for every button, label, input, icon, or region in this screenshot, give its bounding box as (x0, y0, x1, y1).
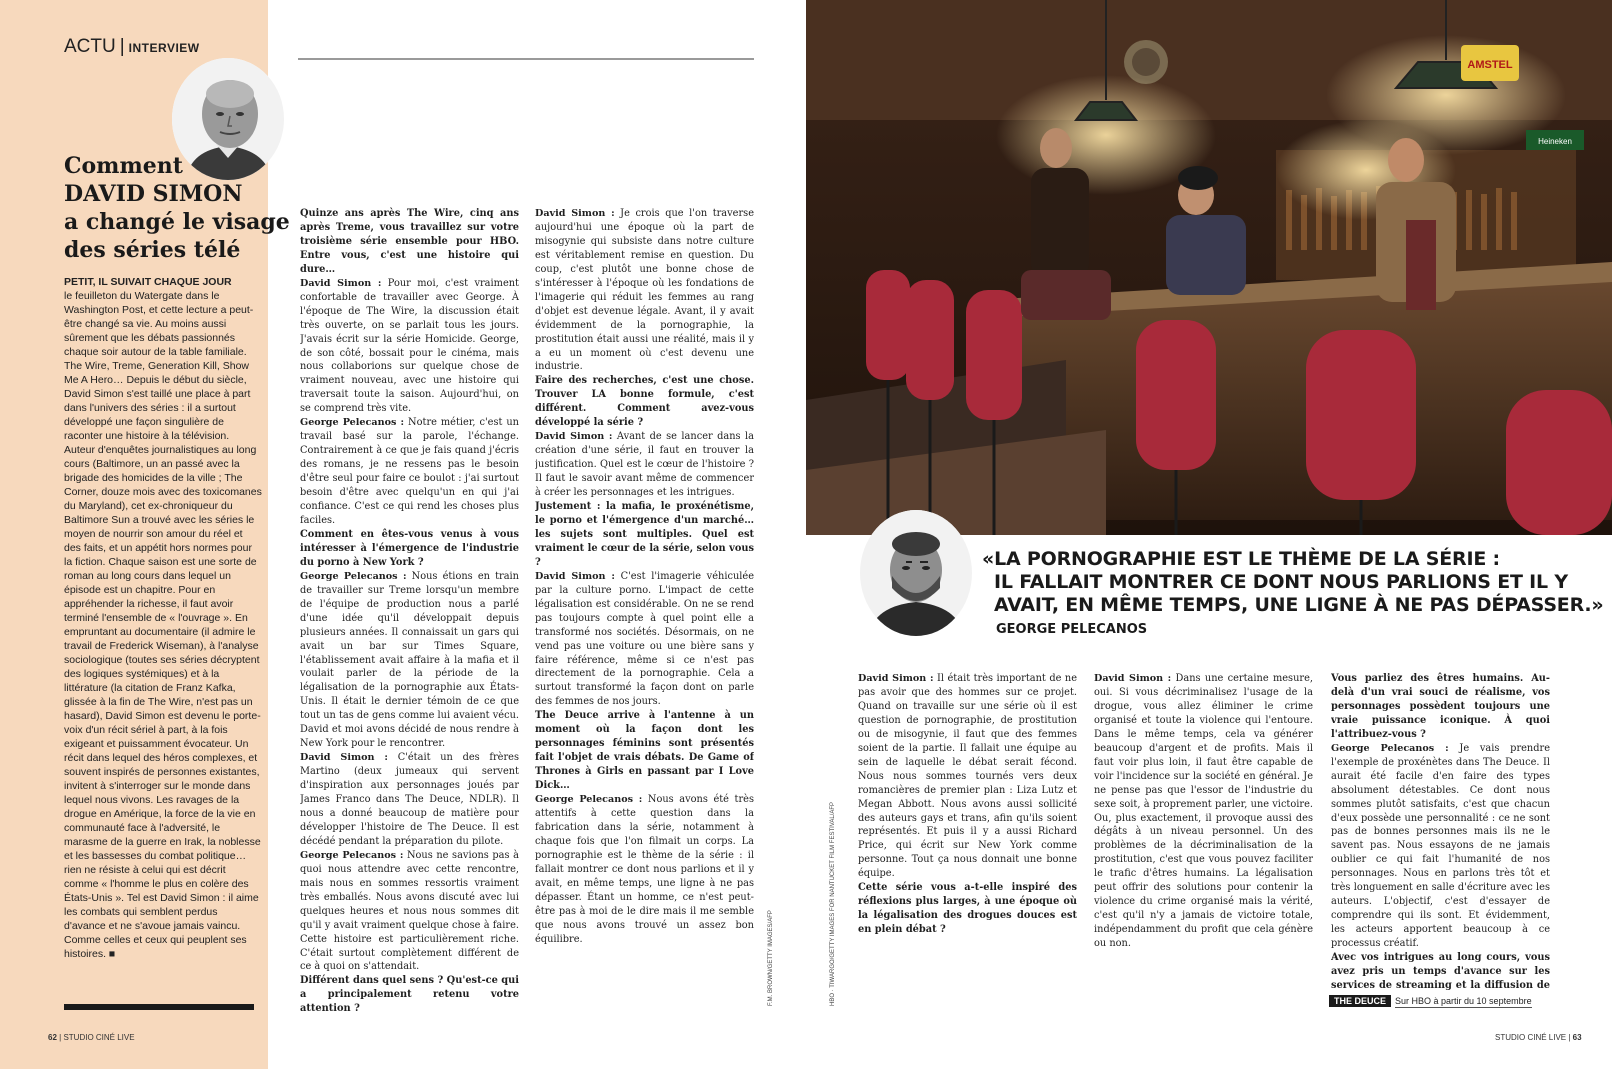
speaker-name: David Simon : (858, 673, 934, 684)
speaker-name: George Pelecanos : (1331, 742, 1449, 754)
interview-answer (300, 570, 519, 751)
amstel-sign: AMSTEL (1467, 59, 1513, 71)
answer-text: Je crois que l'on traverse aujourd'hui une époque où la part de misogynie qui subsiste dans notre culture est véritablement remise en question. Du coup, c'est plutôt une bonne chose de s'intéresser à l'époque où les fondations de l'imagerie qui réduit les femmes au rang d'objet est devenue légale. Avant, il y avait évidemment de la pornographie, la prostitution était aussi une réalité, mais il y a eu un moment où c'est devenu une industrie. (535, 208, 754, 373)
interview-question: Avec vos intrigues au long cours, vous avez pris un temps d'avance sur les services de streaming et la diffusion de (1331, 952, 1550, 991)
top-rule (298, 58, 754, 60)
answer-text: Avant de se lancer dans la création d'une série, il faut en trouver la justification. Quel est le cœur de l'histoire ? Il faut le savoir avant même de commencer à créer les personnages et les intrigues. (535, 431, 754, 499)
speaker-name: David Simon : (1094, 673, 1172, 684)
speaker-name: David Simon : (300, 277, 382, 289)
george-pelecanos-portrait-image (860, 510, 972, 636)
interview-column-4 (1094, 672, 1313, 1014)
series-badge: THE DEUCE (1329, 995, 1391, 1007)
answer-text: Je vais prendre l'exemple de proxénètes dans The Deuce. Il aurait été facile d'en faire des types absolument détestables. Ce dont nous sommes plutôt satisfaits, c'est que chacun d'eux possède une personnalité : ce ne sont pas de bonnes personnes mais ils ne le savent pas. Nous essayons de ne jamais oublier ce qui fait l'humanité de nos personnages. Nous en parlons très tôt et très longuement en salle d'écriture avec les auteurs. L'objectif, c'est d'essayer de comprendre qui ils sont. Et évidemment, les acteurs apportent beaucoup à ce processus créatif. (1331, 742, 1550, 950)
answer-text: C'est l'imagerie véhiculée par la culture porno. L'impact de cette légalisation est considérable. On ne se rend pas toujours compte à quel point elle a transformé nos sociétés. Désormais, on ne vend pas une voiture ou une bière sans y faire référence, même si ce n'est pas directement de la pornographie. Cela a surtout transformé la façon dont on parle des femmes de nos jours. (535, 570, 754, 708)
interview-answer (1331, 742, 1550, 951)
interview-column-2 (535, 207, 754, 1015)
interview-question: Cette série vous a-t-elle inspiré des réflexions plus larges, à une époque où la légalisation des drogues douces est en plein débat ? (858, 882, 1077, 936)
interview-answer (300, 416, 519, 528)
headline-line-2: DAVID SIMON (64, 181, 243, 207)
answer-text: Dans une certaine mesure, oui. Si vous décriminalisez l'usage de la drogue, vous allez éliminer le crime organisé et toute la violence qui l'entoure. Dans le même temps, cela va générer beaucoup d'argent et de profits. Mais il faut voir plus loin, il faut être capable de voir l'incidence sur la société en général. Je ne pense pas que l'essor de l'industrie du sexe soit, à proprement parler, une victoire. Ou, plus exactement, il provoque aussi des dégâts à un niveau personnel. Un des problèmes de la décriminalisation de la prostitution, c'est que vous pouvez faciliter le trafic d'êtres humains. La légalisation peut offrir des solutions pour contenir la violence du crime organisé mais la vérité, c'est qu'il n'y a jamais de victoire totale, indépendamment du profit que cela génère ou non. (1094, 673, 1313, 950)
interview-question: Faire des recherches, c'est une chose. Trouver LA bonne formule, c'est différent. Comment avez-vous développé la série ? (535, 375, 754, 429)
section-label: ACTU (64, 36, 116, 57)
speaker-name: David Simon : (535, 431, 613, 443)
intro-lead: PETIT, IL SUIVAIT CHAQUE JOUR (64, 276, 232, 288)
interview-answer (300, 849, 519, 975)
headline-line-1: Comment (64, 153, 183, 179)
interview-question: Vous parliez des êtres humains. Au-delà d'un vrai souci de réalisme, vos personnages possèdent toujours une vraie puissance iconique. À quoi l'attribuez-vous ? (1331, 673, 1550, 740)
magazine-name-right: STUDIO CINÉ LIVE (1495, 1033, 1567, 1042)
intro-text: le feuilleton du Watergate dans le Washington Post, et cette lecture a peut-être changé sa vie. Au moins aussi sûrement que les débats passionnés chaque soir autour de la table familiale. The Wire, Treme, Generation Kill, Show Me A Hero… Depuis le début du siècle, David Simon s'est taillé une place à part dans l'univers des séries : il a surtout développé une façon singulière de raconter une histoire à la télévision. Auteur d'enquêtes journalistiques au long cours (Baltimore, un an passé avec la brigade des homicides de la ville ; The Corner, douze mois avec des toxicomanes du Maryland), cet ex-chroniqueur du Baltimore Sun a trouvé avec les séries le moyen de nourrir son amour du réel et des faits, et un appétit hors normes pour la fiction. Chaque saison est une sorte de roman au long cours dans lequel un épisode est un chapitre. Pour en appréhender la richesse, il faut avoir terminé l'ensemble de « l'ouvrage ». En empruntant au documentaire (il admire le travail de Frederick Wiseman), à l'analyse sociologique (toutes ses séries décryptent des logiques systémiques) et à la littérature (la citation de Franz Kafka, glissée à la fin de The Wire, n'est pas un hasard), David Simon est devenu le porte-voix d'un récit sériel à part, à la fois exigeant et puissamment évocateur. Un récit dans lequel des héros complexes, et souvent inspirés de personnes existantes, invitent à s'interroger sur le monde dans lequel nous vivons. Les ravages de la drogue en Amérique, la force de la vie en communauté face à l'adversité, le marasme de la guerre en Irak, la noblesse et les bassesses du combat politique… rien ne résiste à celui qui est décrit comme « l'homme le plus en colère des États-Unis ». Tel est David Simon : il aime les combats qui semblent perdus d'avance et ne s'avoue jamais vaincu. Comme celles et ceux qui peuplent ses histoires. ■ (64, 290, 262, 960)
broadcast-text: Sur HBO à partir du 10 septembre (1395, 996, 1532, 1006)
folio-left: 62 | STUDIO CINÉ LIVE (48, 1033, 135, 1042)
interview-answer (1094, 672, 1313, 951)
heineken-sign: Heineken (1538, 137, 1572, 146)
magazine-name-left: STUDIO CINÉ LIVE (63, 1033, 135, 1042)
interview-question: Différent dans quel sens ? Qu'est-ce qui a principalement retenu votre attention ? (300, 975, 519, 1015)
intro-end-rule (64, 1004, 254, 1010)
interview-answer (858, 672, 1077, 881)
pull-quote (982, 548, 1602, 617)
interview-question: Comment en êtes-vous venus à vous intéresser à l'émergence de l'industrie du porno à New York ? (300, 528, 519, 568)
interview-answer (300, 751, 519, 849)
answer-text: Nous étions en train de travailler sur Treme lorsqu'un membre de l'équipe de production nous a parlé d'une idée qu'il développait depuis plusieurs années. Il connaissait un gars qui avait un bar sur Times Square, l'établissement avait affaire à la mafia et il voulait parler de la période de la légalisation de la pornographie aux États-Unis. Il était le dernier témoin de ce que tout un tas de gens comme lui avaient vécu. David et moi avons décidé de nous rendre à New York pour le rencontrer. (300, 570, 519, 750)
pull-quote-line-2: IL FALLAIT MONTRER CE DONT NOUS PARLIONS ET IL Y (994, 571, 1568, 593)
headline-line-4: des séries télé (64, 237, 241, 263)
bar-scene-image (806, 0, 1612, 535)
interview-question: Quinze ans après The Wire, cinq ans après Treme, vous travaillez sur votre troisième série ensemble pour HBO. Entre vous, c'est une histoire qui dure… (300, 208, 519, 275)
article-headline (64, 152, 290, 264)
article-intro (64, 275, 262, 961)
page-number-left: 62 (48, 1033, 57, 1042)
speaker-name: George Pelecanos : (300, 849, 404, 861)
interview-column-5 (1331, 672, 1550, 994)
page-number-right: 63 (1572, 1033, 1582, 1042)
photo-credit-left: F.M. BROWN/GETTY IMAGES/AFP (768, 910, 774, 1006)
section-separator: | (119, 36, 125, 57)
speaker-name: George Pelecanos : (300, 417, 405, 429)
interview-answer (535, 430, 754, 500)
interview-column-3 (858, 672, 1077, 1014)
answer-text: C'était un des frères Martino (deux jumeaux qui servent d'inspiration aux personnages joués par James Franco dans The Deuce, NDLR). Il nous a donné beaucoup de matière pour développer l'histoire de The Deuce. Il est décédé pendant la préparation du pilote. (300, 752, 519, 847)
answer-text: Pour moi, c'est vraiment confortable de travailler avec George. À l'époque de The Wire, la discussion était très ouverte, on se parlait tous les jours. J'avais écrit sur la série Homicide. George, de son côté, bossait pour le cinéma, mais nous collaborions sur quelque chose de vraiment nouveau, avec une histoire qui traversait toute la saison. Aujourd'hui, on se comprend très vite. (300, 277, 519, 415)
interview-question: Justement : la mafia, le proxénétisme, le porno et l'émergence d'un marché… les sujets sont multiples. Quel est vraiment le cœur de la série, selon vous ? (535, 501, 754, 568)
headline-line-3: a changé le visage (64, 209, 290, 235)
bar-scene-photo (806, 0, 1612, 535)
speaker-name: David Simon : (535, 208, 615, 219)
pull-quote-line-3: AVAIT, EN MÊME TEMPS, UNE LIGNE À NE PAS DÉPASSER.» (994, 594, 1604, 616)
pull-quote-author: GEORGE PELECANOS (996, 622, 1148, 637)
speaker-name: David Simon : (300, 752, 388, 764)
speaker-name: David Simon : (535, 570, 615, 582)
interview-column-1 (300, 207, 519, 1015)
interview-answer (535, 793, 754, 946)
interview-answer (300, 277, 519, 417)
folio-right: STUDIO CINÉ LIVE | 63 (1495, 1033, 1582, 1042)
answer-text: Nous avons été très attentifs à cette question dans la fabrication dans la série, notamment à chaque fois que l'on filmait un corps. La pornographie est le thème de la série : il fallait montrer ce dont nous parlions et il y avait, en même temps, une ligne à ne pas dépasser. Étant un homme, ce n'est peut-être pas à moi de le dire mais il me semble que nous avons trouvé un assez bon équilibre. (535, 794, 754, 945)
answer-text: Notre métier, c'est un travail basé sur la parole, l'échange. Contrairement à ce que je fais quand j'écris des romans, je ne ressens pas le besoin d'être seul pour faire ce boulot : j'ai surtout besoin d'être avec quelqu'un en qui j'ai confiance. C'est ce qui rend les choses plus faciles. (300, 417, 519, 526)
speaker-name: George Pelecanos : (535, 794, 643, 806)
section-header (64, 36, 200, 58)
interview-answer (535, 570, 754, 710)
photo-credit-right: HBO · TIWARGO/GETTY IMAGES FOR NANTUCKET FILM FESTIVAL/AFP (830, 801, 836, 1006)
pull-quote-line-1: «LA PORNOGRAPHIE EST LE THÈME DE LA SÉRIE : (982, 548, 1500, 570)
answer-text: Nous ne savions pas à quoi nous attendre avec cette rencontre, mais nous en sommes ressortis vraiment très emballés. Nous avons discuté avec lui quelques heures et nous nous sommes dit qu'il y avait vraiment quelque chose à faire. Cette histoire est particulièrement riche. C'était surtout complètement différent de ce à quoi on s'attendait. (300, 849, 519, 973)
speaker-name: George Pelecanos : (300, 570, 407, 582)
george-pelecanos-portrait (860, 510, 972, 636)
subsection-label: INTERVIEW (128, 41, 200, 55)
broadcast-info (1329, 996, 1532, 1006)
interview-answer (535, 207, 754, 374)
answer-text: Il était très important de ne pas avoir que des hommes sur ce projet. Quand on travaille sur une série où il est question de pornographie, de prostitution ou de misogynie, il faut que des femmes soient de la partie. Il fallait une équipe au sein de laquelle le débat serait fécond. Nous nous sommes tournés vers deux romancières de premier plan : Liza Lutz et Megan Abbott. Nous avons aussi sollicité des auteurs gays et trans, afin qu'ils soient représentés. Et puis il y a aussi Richard Price, qui écrit sur New York comme personne. Tout ça nous donnait une bonne équipe. (858, 673, 1077, 880)
interview-question: The Deuce arrive à l'antenne à un moment où la façon dont les personnages féminins sont présentés fait l'objet de vrais débats. De Game of Thrones à Girls en passant par I Love Dick… (535, 710, 754, 792)
